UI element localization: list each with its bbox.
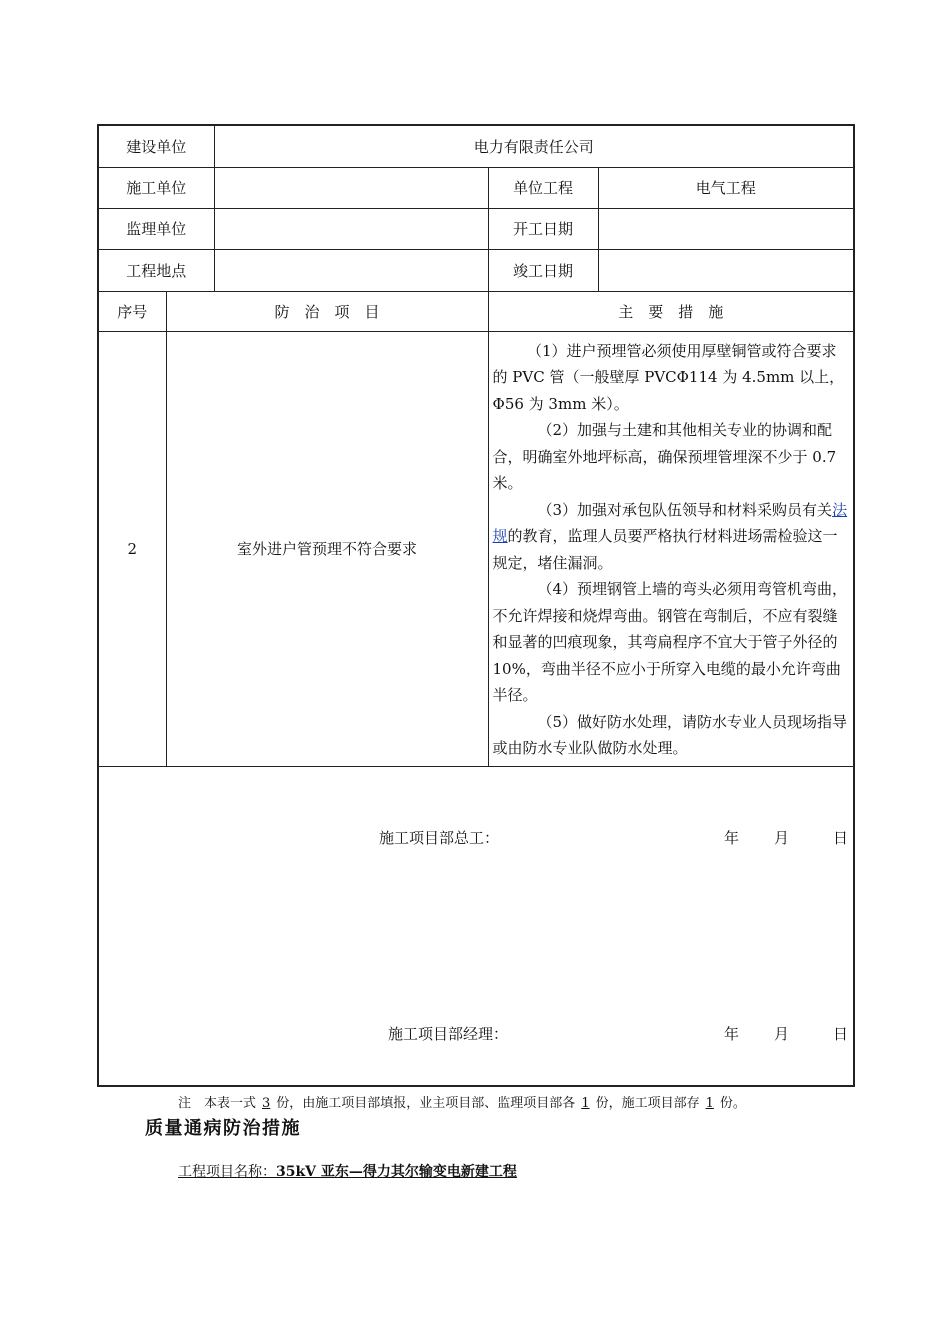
regulations-link[interactable]: 法规: [492, 500, 848, 545]
entry-item: 室外进户管预理不符合要求: [166, 331, 488, 766]
note-suffix: 份。: [719, 1096, 746, 1111]
project-label: 工程项目名称：: [178, 1164, 276, 1180]
manager-year: 年: [724, 1024, 740, 1043]
row-location: [98, 249, 854, 291]
manager-label: 施工项目部经理：: [388, 1024, 509, 1043]
measure-3-text-a: （3）加强对承包队伍领导和材料采购员有关: [537, 500, 833, 519]
note-copies-total: 3: [262, 1096, 271, 1111]
label-builder: 施工单位: [98, 167, 214, 208]
row-construction-unit: [98, 125, 854, 167]
value-end-date: [598, 249, 854, 291]
label-start-date: 开工日期: [488, 208, 598, 249]
measure-4: （4）预埋钢管上墙的弯头必须用弯管机弯曲，不允许焊接和烧焊弯曲。钢管在弯制后，不应有裂缝和显著的凹痕现象，其弯扁程序不宜大于管子外径的 10%，弯曲半径不应小于所穿入电缆的最小允许弯曲半径。: [492, 580, 848, 704]
chief-day: 日: [833, 828, 849, 847]
measure-3: [493, 497, 850, 577]
value-location: [214, 249, 488, 291]
chief-engineer-label: 施工项目部总工：: [379, 828, 500, 847]
label-unit-project: 单位工程: [488, 167, 598, 208]
row-entry: [98, 331, 854, 766]
value-start-date: [598, 208, 854, 249]
row-supervisor: [98, 208, 854, 249]
label-location: 工程地点: [98, 249, 214, 291]
label-construction-unit: 建设单位: [98, 125, 214, 167]
header-item: 防 治 项 目: [166, 291, 488, 331]
copies-note: [178, 1092, 746, 1111]
value-builder: [214, 167, 488, 208]
row-signatures: [98, 766, 854, 1086]
value-unit-project: 电气工程: [598, 167, 854, 208]
row-header: [98, 291, 854, 331]
value-supervisor: [214, 208, 488, 249]
header-seq: 序号: [98, 291, 166, 331]
section-heading: 质量通病防治措施: [145, 1118, 301, 1139]
signature-cell: [98, 766, 854, 1086]
entry-measures: [488, 331, 854, 766]
measure-2: （2）加强与土建和其他相关专业的协调和配合，明确室外地坪标高，确保预埋管埋深不少于 0.7 米。: [492, 421, 837, 492]
value-construction-unit: 电力有限责任公司: [214, 125, 854, 167]
measure-3-text-b: 的教育，监理人员要严格执行材料进场需检验这一规定，堵住漏洞。: [492, 527, 838, 572]
row-builder: [98, 167, 854, 208]
note-prefix: 注 本表一式: [178, 1096, 257, 1111]
entry-seq: 2: [98, 331, 166, 766]
manager-day: 日: [833, 1024, 849, 1043]
quality-form-table: [97, 124, 855, 1087]
manager-month: 月: [774, 1024, 790, 1043]
label-supervisor: 监理单位: [98, 208, 214, 249]
note-copies-keep: 1: [705, 1096, 714, 1111]
header-measures: 主 要 措 施: [488, 291, 854, 331]
chief-month: 月: [774, 828, 790, 847]
project-name-line: [178, 1161, 517, 1181]
chief-year: 年: [724, 828, 740, 847]
project-name: 35kV 亚东—得力其尔输变电新建工程: [276, 1164, 517, 1180]
note-mid2: 份，施工项目部存: [595, 1096, 700, 1111]
measure-1: （1）进户预埋管必须使用厚壁铜管或符合要求的 PVC 管（一般壁厚 PVCΦ114 为 4.5mm 以上，Φ56 为 3mm 米）。: [492, 341, 845, 413]
note-copies-each: 1: [581, 1096, 590, 1111]
note-mid1: 份，由施工项目部填报，业主项目部、监理项目部各: [276, 1096, 576, 1111]
label-end-date: 竣工日期: [488, 249, 598, 291]
measure-5: （5）做好防水处理，请防水专业人员现场指导或由防水专业队做防水处理。: [492, 712, 848, 757]
